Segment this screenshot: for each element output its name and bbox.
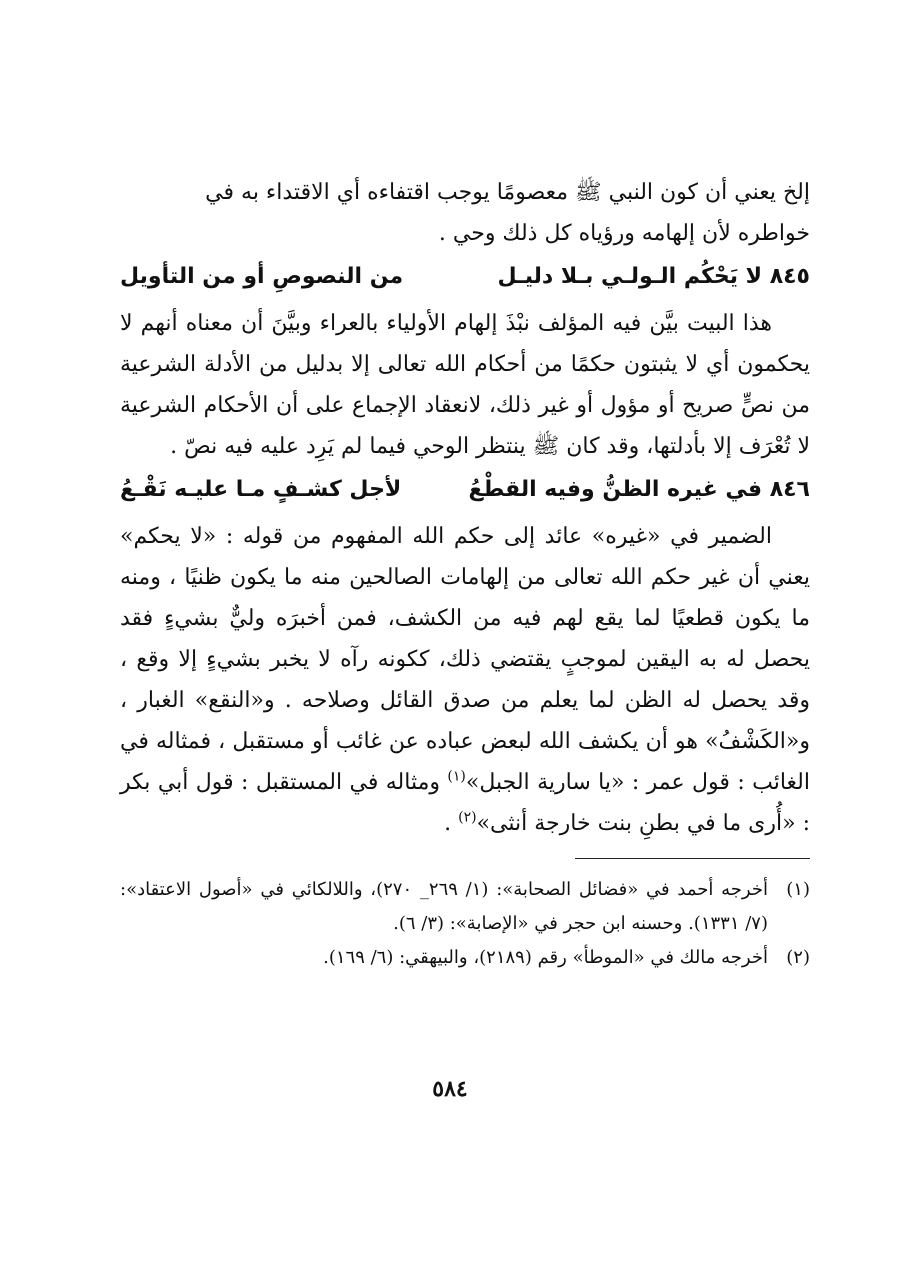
verse-846-second-hemistich: لأجل كشـفٍ مـا عليـه نَقْـعُ: [120, 477, 402, 502]
footnote-ref-1[interactable]: (١): [447, 768, 466, 785]
page-number: ٥٨٤: [432, 1076, 468, 1102]
intro-line-1: إلخ يعني أن كون النبي ﷺ معصومًا يوجب اقتفاءه أي الاقتداء به في: [205, 180, 810, 205]
footnote-2: [120, 941, 810, 975]
commentary-paragraph-1: هذا البيت بيَّن فيه المؤلف نبْذَ إلهام الأولياء بالعراء وبيَّنَ أن معناه أنهم لا يحكمون أي لا يثبتون حكمًا من أحكام الله تعالى إلا بدليل من الأدلة الشرعية من نصٍّ صريح أو مؤول أو غير ذلك، لانعقاد الإجماع على أن الأحكام الشرعية لا تُعْرَف إلا بأدلتها، وقد كان ﷺ ينتظر الوحي فيما لم يَرِد عليه فيه نصّ .: [120, 311, 810, 459]
paragraph-2-end: .: [444, 811, 459, 836]
verse-846-first-hemistich: ٨٤٦ في غيره الظنُّ وفيه القطْعُ: [468, 477, 810, 502]
verse-845-second-hemistich: من النصوصِ أو من التأويل: [120, 264, 404, 289]
footnote-1-number: (١): [786, 879, 810, 900]
commentary-paragraph-2: [120, 516, 810, 844]
footnote-2-number: (٢): [786, 947, 810, 968]
verse-845: [120, 256, 810, 297]
intro-paragraph: [120, 172, 810, 254]
paragraph-2-main: الضمير في «غيره» عائد إلى حكم الله المفهوم من قوله : «لا يحكم» يعني أن غير حكم الله تعالى من إلهامات الصالحين منه ما يكون ظنيًا ، ومنه ما يكون قطعيًا لما يقع لهم فيه من الكشف، فمن أخبرَه وليٌّ بشيءٍ فقد يحصل له به اليقين لموجبٍ يقتضي ذلك، ككونه رآه لا يخبر بشيءٍ إلا وقع ، وقد يحصل له الظن لما يعلم من صدق القائل وصلاحه . و«النقع» الغبار ، و«الكَشْفُ» هو أن يكشف الله لبعض عباده عن غائب أو مستقبل ، فمثاله في الغائب : قول عمر : «يا سارية الجبل»: [120, 524, 810, 795]
footnote-ref-2[interactable]: (٢): [458, 809, 477, 826]
page-body: [120, 172, 810, 975]
intro-line-2: خواطره لأن إلهامه ورؤياه كل ذلك وحي .: [438, 221, 810, 246]
verse-846: [120, 469, 810, 510]
footnote-separator: [575, 858, 810, 859]
paragraph-2-mid: ومثاله في المستقبل : قول أبي بكر : «أُرى ما في بطنِ بنت خارجة أنثى»: [120, 770, 810, 836]
footnote-1-text: أخرجه أحمد في «فضائل الصحابة»: (١/ ٢٦٩_ ٢٧٠)، واللالكائي في «أصول الاعتقاد»: (٧/ ١٣٣١). وحسنه ابن حجر في «الإصابة»: (٣/ ٦).: [120, 879, 768, 934]
footnote-1: [120, 873, 810, 941]
footnote-2-text: أخرجه مالك في «الموطأ» رقم (٢١٨٩)، والبيهقي: (٦/ ١٦٩).: [323, 947, 768, 968]
verse-845-first-hemistich: ٨٤٥ لا يَحْكُم الـولـي بـلا دليـل: [497, 264, 810, 289]
